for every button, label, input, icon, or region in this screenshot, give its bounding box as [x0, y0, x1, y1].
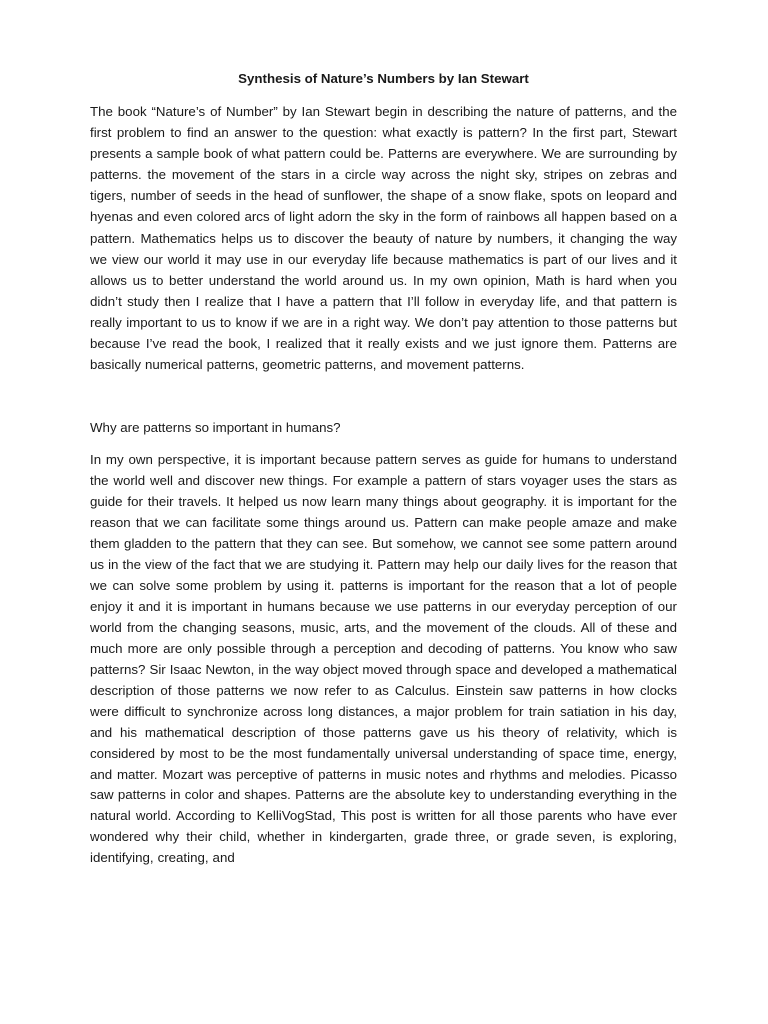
paragraph-importance: In my own perspective, it is important because pattern serves as guide for humans to understand the world well and discover new things. For example a pattern of stars voyager uses the stars as guide for their travels. It helped us now learn many things about geography. it is important for the reason that we can facilitate some things around us. Pattern can make people amaze and make them gladden to the pattern that they can see. But somehow, we cannot see some pattern around us in the view of the fact that we are studying it. Pattern may help our daily lives for the reason that we can solve some problem by using it. patterns is important for the reason that a lot of people enjoy it and it is important in humans because we use patterns in our everyday perception of our world from the changing seasons, music, arts, and the movement of the clouds. All of these and much more are only possible through a perception and decoding of patterns. You know who saw patterns? Sir Isaac Newton, in the way object moved through space and developed a mathematical description of those patterns we now refer to as Calculus. Einstein saw patterns in how clocks were difficult to synchronize across long distances, a major problem for train satiation in his day, and his mathematical description of those patterns gave us his theory of relativity, which is considered by most to be the most fundamentally universal understanding of space time, energy, and matter. Mozart was perceptive of patterns in music notes and rhythms and melodies. Picasso saw patterns in color and shapes. Patterns are the absolute key to understanding everything in the natural world. According to KelliVogStad, This post is written for all those parents who have ever wondered why their child, whether in kindergarten, grade three, or grade seven, is exploring, identifying, creating, and — [90, 452, 677, 866]
paragraph-intro: The book “Nature’s of Number” by Ian Stewart begin in describing the nature of patterns, and the first problem to find an answer to the question: what exactly is pattern? In the first part, Stewart presents a sample book of what pattern could be. Patterns are everywhere. We are surrounding by patterns. the movement of the stars in a circle way across the night sky, stripes on zebras and tigers, number of seeds in the head of sunflower, the shape of a snow flake, spots on leopard and hyenas and even colored arcs of light adorn the sky in the form of rainbows all happen based on a pattern. Mathematics helps us to discover the beauty of nature by numbers, it changing the way we view our world it may use in our everyday life because mathematics is part of our lives and it allows us to better understand the world around us. In my own opinion, Math is hard when you didn’t study then I realize that I have a pattern that I’ll follow in everyday life, and that pattern is really important to us to know if we are in a right way. We don’t pay attention to those patterns but because I’ve read the book, I realized that it really exists and we just ignore them. Patterns are basically numerical patterns, geometric patterns, and movement patterns. — [90, 104, 677, 373]
document-title: Synthesis of Nature’s Numbers by Ian Stewart — [238, 71, 529, 86]
blank-line-spacer — [90, 375, 677, 417]
document-page — [90, 68, 677, 869]
section-question: Why are patterns so important in humans? — [90, 420, 341, 436]
